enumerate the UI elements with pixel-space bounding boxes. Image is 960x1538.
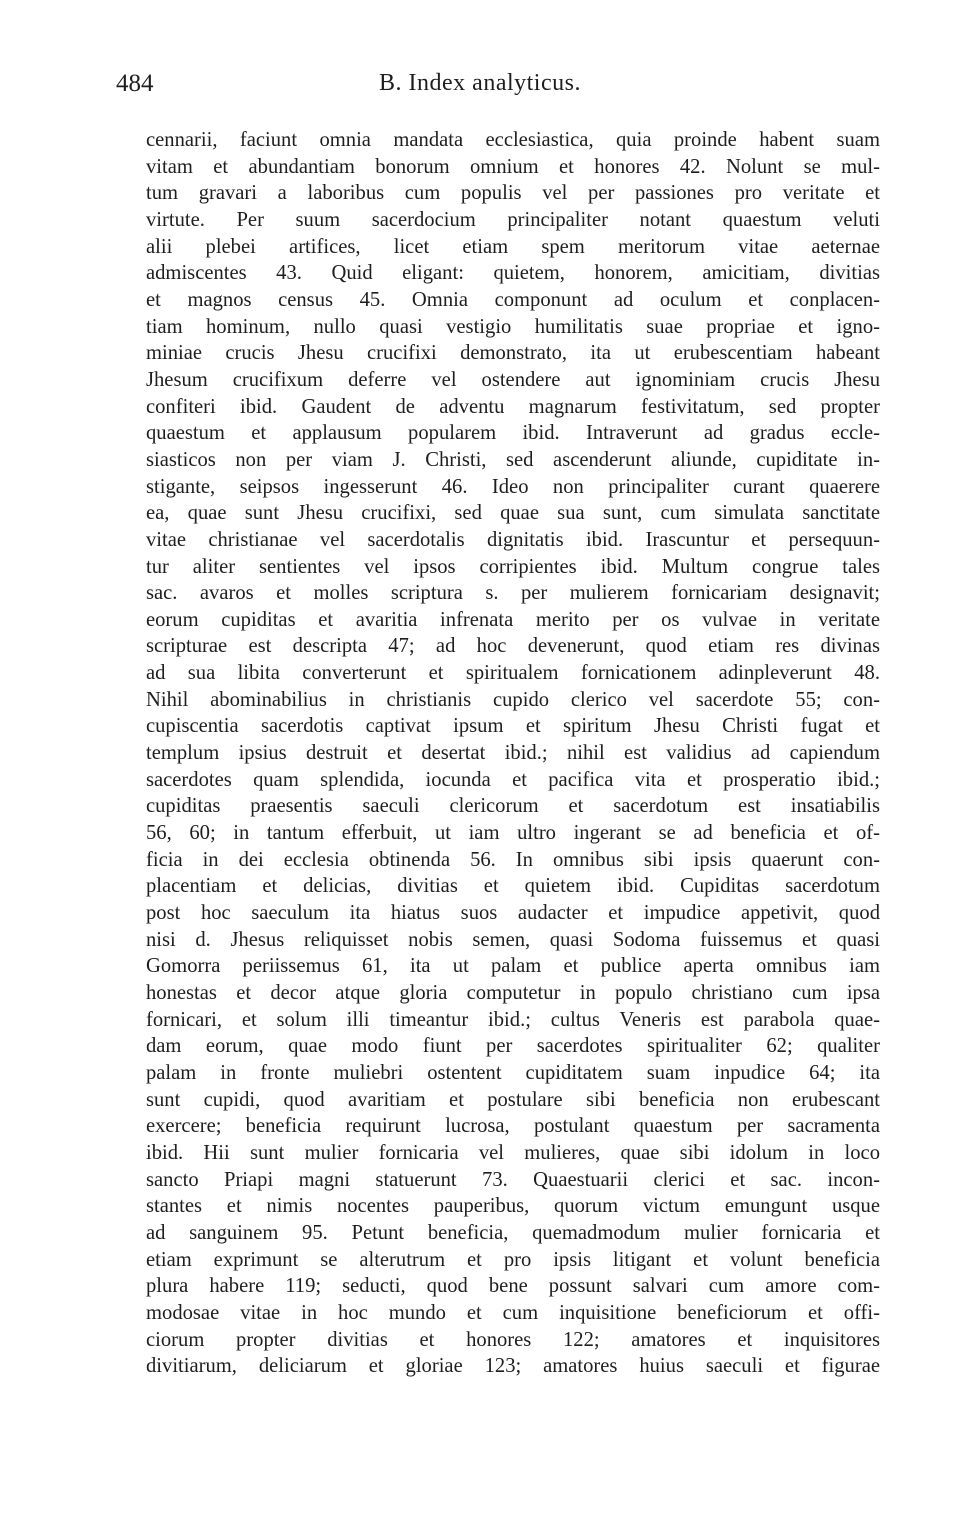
text-line: sancto Priapi magni statuerunt 73. Quaestuarii clerici et sac. incon- (146, 1168, 880, 1191)
text-line: tur aliter sentientes vel ipsos corripientes ibid. Multum congrue tales (146, 555, 880, 578)
text-line: Jhesum crucifixum deferre vel ostendere aut ignominiam crucis Jhesu (146, 368, 880, 391)
text-line: ad sanguinem 95. Petunt beneficia, quemadmodum mulier fornicaria et (146, 1221, 880, 1244)
index-entry-text (146, 127, 880, 1380)
text-line: et magnos census 45. Omnia componunt ad oculum et conplacen- (146, 288, 880, 311)
text-line: cupiditas praesentis saeculi clericorum et sacerdotum est insatiabilis (146, 795, 880, 818)
text-line: stantes et nimis nocentes pauperibus, quorum victum emungunt usque (146, 1195, 880, 1218)
text-line: quaestum et applausum popularem ibid. Intraverunt ad gradus eccle- (146, 422, 880, 445)
text-line: virtute. Per suum sacerdocium principaliter notant quaestum veluti (146, 208, 880, 231)
text-line: placentiam et delicias, divitias et quietem ibid. Cupiditas sacerdotum (146, 875, 880, 898)
text-line: honestas et decor atque gloria computetur in populo christiano cum ipsa (146, 982, 880, 1004)
text-line: ad sua libita converterunt et spiritualem fornicationem adinpleverunt 48. (146, 662, 880, 685)
text-line: modosae vitae in hoc mundo et cum inquisitione beneficiorum et offi- (146, 1301, 880, 1324)
text-line: alii plebei artifices, licet etiam spem meritorum vitae aeternae (146, 235, 880, 258)
text-line: Nihil abominabilius in christianis cupido clerico vel sacerdote 55; con- (146, 688, 880, 711)
text-line: tum gravari a laboribus cum populis vel per passiones pro veritate et (146, 182, 880, 205)
text-line: cennarii, faciunt omnia mandata ecclesiastica, quia proinde habent suam (146, 129, 880, 151)
text-line: ciorum propter divitias et honores 122; amatores et inquisitores (146, 1328, 880, 1351)
page-number: 484 (116, 70, 154, 97)
text-line: ea, quae sunt Jhesu crucifixi, sed quae sua sunt, cum simulata sanctitate (146, 502, 880, 525)
text-line: ibid. Hii sunt mulier fornicaria vel mulieres, quae sibi idolum in loco (146, 1141, 880, 1164)
text-line: fornicari, et solum illi timeantur ibid.; cultus Veneris est parabola quae- (146, 1008, 880, 1031)
text-line: plura habere 119; seducti, quod bene possunt salvari cum amore com- (146, 1275, 880, 1298)
text-line: sunt cupidi, quod avaritiam et postulare sibi beneficia non erubescant (146, 1088, 880, 1111)
text-line: dam eorum, quae modo fiunt per sacerdotes spiritualiter 62; qualiter (146, 1035, 880, 1058)
text-line: sac. avaros et molles scriptura s. per mulierem fornicariam designavit; (146, 582, 880, 605)
text-line: vitae christianae vel sacerdotalis dignitatis ibid. Irascuntur et persequun- (146, 528, 880, 551)
text-line: tiam hominum, nullo quasi vestigio humilitatis suae propriae et igno- (146, 315, 880, 338)
text-line: sacerdotes quam splendida, iocunda et pacifica vita et prosperatio ibid.; (146, 768, 880, 791)
text-line: stigante, seipsos ingesserunt 46. Ideo non principaliter curant quaerere (146, 475, 880, 498)
text-line: 56, 60; in tantum efferbuit, ut iam ultro ingerant se ad beneficia et of- (146, 822, 880, 845)
text-line: Gomorra periissemus 61, ita ut palam et publice aperta omnibus iam (146, 955, 880, 978)
text-line: eorum cupiditas et avaritia infrenata merito per os vulvae in veritate (146, 608, 880, 631)
text-line: divitiarum, deliciarum et gloriae 123; amatores huius saeculi et figurae (146, 1355, 880, 1378)
text-line: vitam et abundantiam bonorum omnium et honores 42. Nolunt se mul- (146, 155, 880, 178)
text-line: ficia in dei ecclesia obtinenda 56. In omnibus sibi ipsis quaerunt con- (146, 848, 880, 871)
text-line: admiscentes 43. Quid eligant: quietem, honorem, amicitiam, divitias (146, 262, 880, 285)
running-title: B. Index analyticus. (379, 70, 581, 96)
text-line: exercere; beneficia requirunt lucrosa, postulant quaestum per sacramenta (146, 1115, 880, 1138)
text-line: cupiscentia sacerdotis captivat ipsum et spiritum Jhesu Christi fugat et (146, 715, 880, 738)
text-line: post hoc saeculum ita hiatus suos audacter et impudice appetivit, quod (146, 902, 880, 925)
page-header (0, 70, 960, 110)
text-line: nisi d. Jhesus reliquisset nobis semen, quasi Sodoma fuissemus et quasi (146, 928, 880, 951)
text-line: miniae crucis Jhesu crucifixi demonstrato, ita ut erubescentiam habeant (146, 342, 880, 365)
text-line: palam in fronte muliebri ostentent cupiditatem suam inpudice 64; ita (146, 1061, 880, 1084)
text-line: templum ipsius destruit et desertat ibid.; nihil est validius ad capiendum (146, 742, 880, 765)
text-line: siasticos non per viam J. Christi, sed ascenderunt aliunde, cupiditate in- (146, 448, 880, 471)
text-line: scripturae est descripta 47; ad hoc devenerunt, quod etiam res divinas (146, 635, 880, 658)
text-line: confiteri ibid. Gaudent de adventu magnarum festivitatum, sed propter (146, 395, 880, 418)
text-line: etiam exprimunt se alterutrum et pro ipsis litigant et volunt beneficia (146, 1248, 880, 1271)
